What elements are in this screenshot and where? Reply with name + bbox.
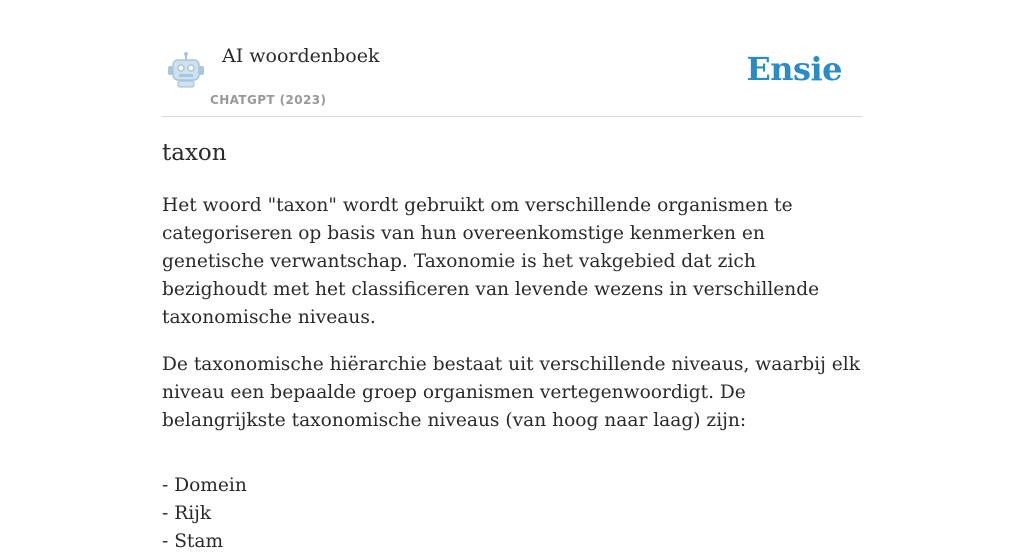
entry-term: taxon — [162, 140, 227, 166]
list-item: - Rijk — [162, 503, 212, 524]
entry-definition — [162, 192, 862, 556]
list-item: - Stam — [162, 531, 224, 552]
dictionary-header — [162, 0, 862, 117]
list-item: - Domein — [162, 475, 247, 496]
page-container — [162, 0, 862, 552]
definition-paragraph: De taxonomische hiërarchie bestaat uit verschillende niveaus, waarbij elk niveau een bepaalde groep organismen vertegenwoordigt. De belangrijkste taxonomische niveaus (van hoog naar laag) zijn: — [162, 354, 861, 431]
definition-paragraph: Het woord "taxon" wordt gebruikt om verschillende organismen te categoriseren op basis van hun overeenkomstige kenmerken en genetische verwantschap. Taxonomie is het vakgebied dat zich bezighoudt met het classificeren van levende wezens in verschillende taxonomische niveaus. — [162, 195, 820, 328]
robot-icon — [166, 51, 206, 91]
dictionary-name[interactable]: AI woordenboek — [222, 45, 380, 67]
brand-logo[interactable]: Ensie — [746, 50, 842, 88]
taxonomic-levels-list — [162, 472, 862, 556]
source-label: CHATGPT (2023) — [210, 93, 327, 107]
